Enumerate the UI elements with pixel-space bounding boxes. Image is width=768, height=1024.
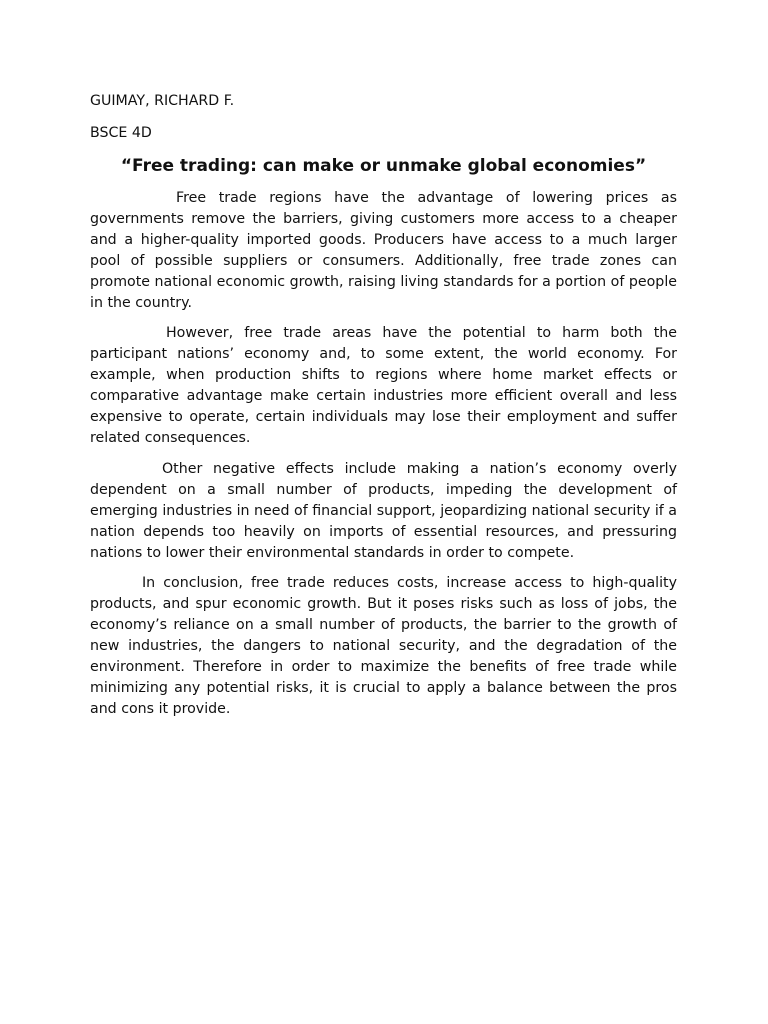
document-page	[90, 91, 677, 730]
essay-title: “Free trading: can make or unmake global economies”	[120, 156, 647, 176]
author-name: GUIMAY, RICHARD F.	[90, 93, 235, 109]
paragraph-1: Free trade regions have the advantage of lowering prices as governments remove the barriers, giving customers more access to a cheaper and a higher-quality imported goods. Producers have access to a much larger pool of possible suppliers or consumers. Additionally, free trade zones can promote national economic growth, raising living standards for a portion of people in the country.	[90, 190, 677, 311]
paragraph-3: Other negative effects include making a nation’s economy overly dependent on a small number of products, impeding the development of emerging industries in need of financial support, jeopardizing national security if a nation depends too heavily on imports of essential resources, and pressuring nations to lower their environmental standards in order to compete.	[90, 460, 677, 561]
course-section: BSCE 4D	[90, 125, 152, 141]
paragraph-4: In conclusion, free trade reduces costs, increase access to high-quality products, and spur economic growth. But it poses risks such as loss of jobs, the economy’s reliance on a small number of products, the barrier to the growth of new industries, the dangers to national security, and the degradation of the environment. Therefore in order to maximize the benefits of free trade while minimizing any potential risks, it is crucial to apply a balance between the pros and cons it provide.	[90, 575, 677, 717]
paragraph-2: However, free trade areas have the potential to harm both the participant nations’ economy and, to some extent, the world economy. For example, when production shifts to regions where home market effects or comparative advantage make certain industries more efficient overall and less expensive to operate, certain individuals may lose their employment and suffer related consequences.	[90, 325, 677, 446]
